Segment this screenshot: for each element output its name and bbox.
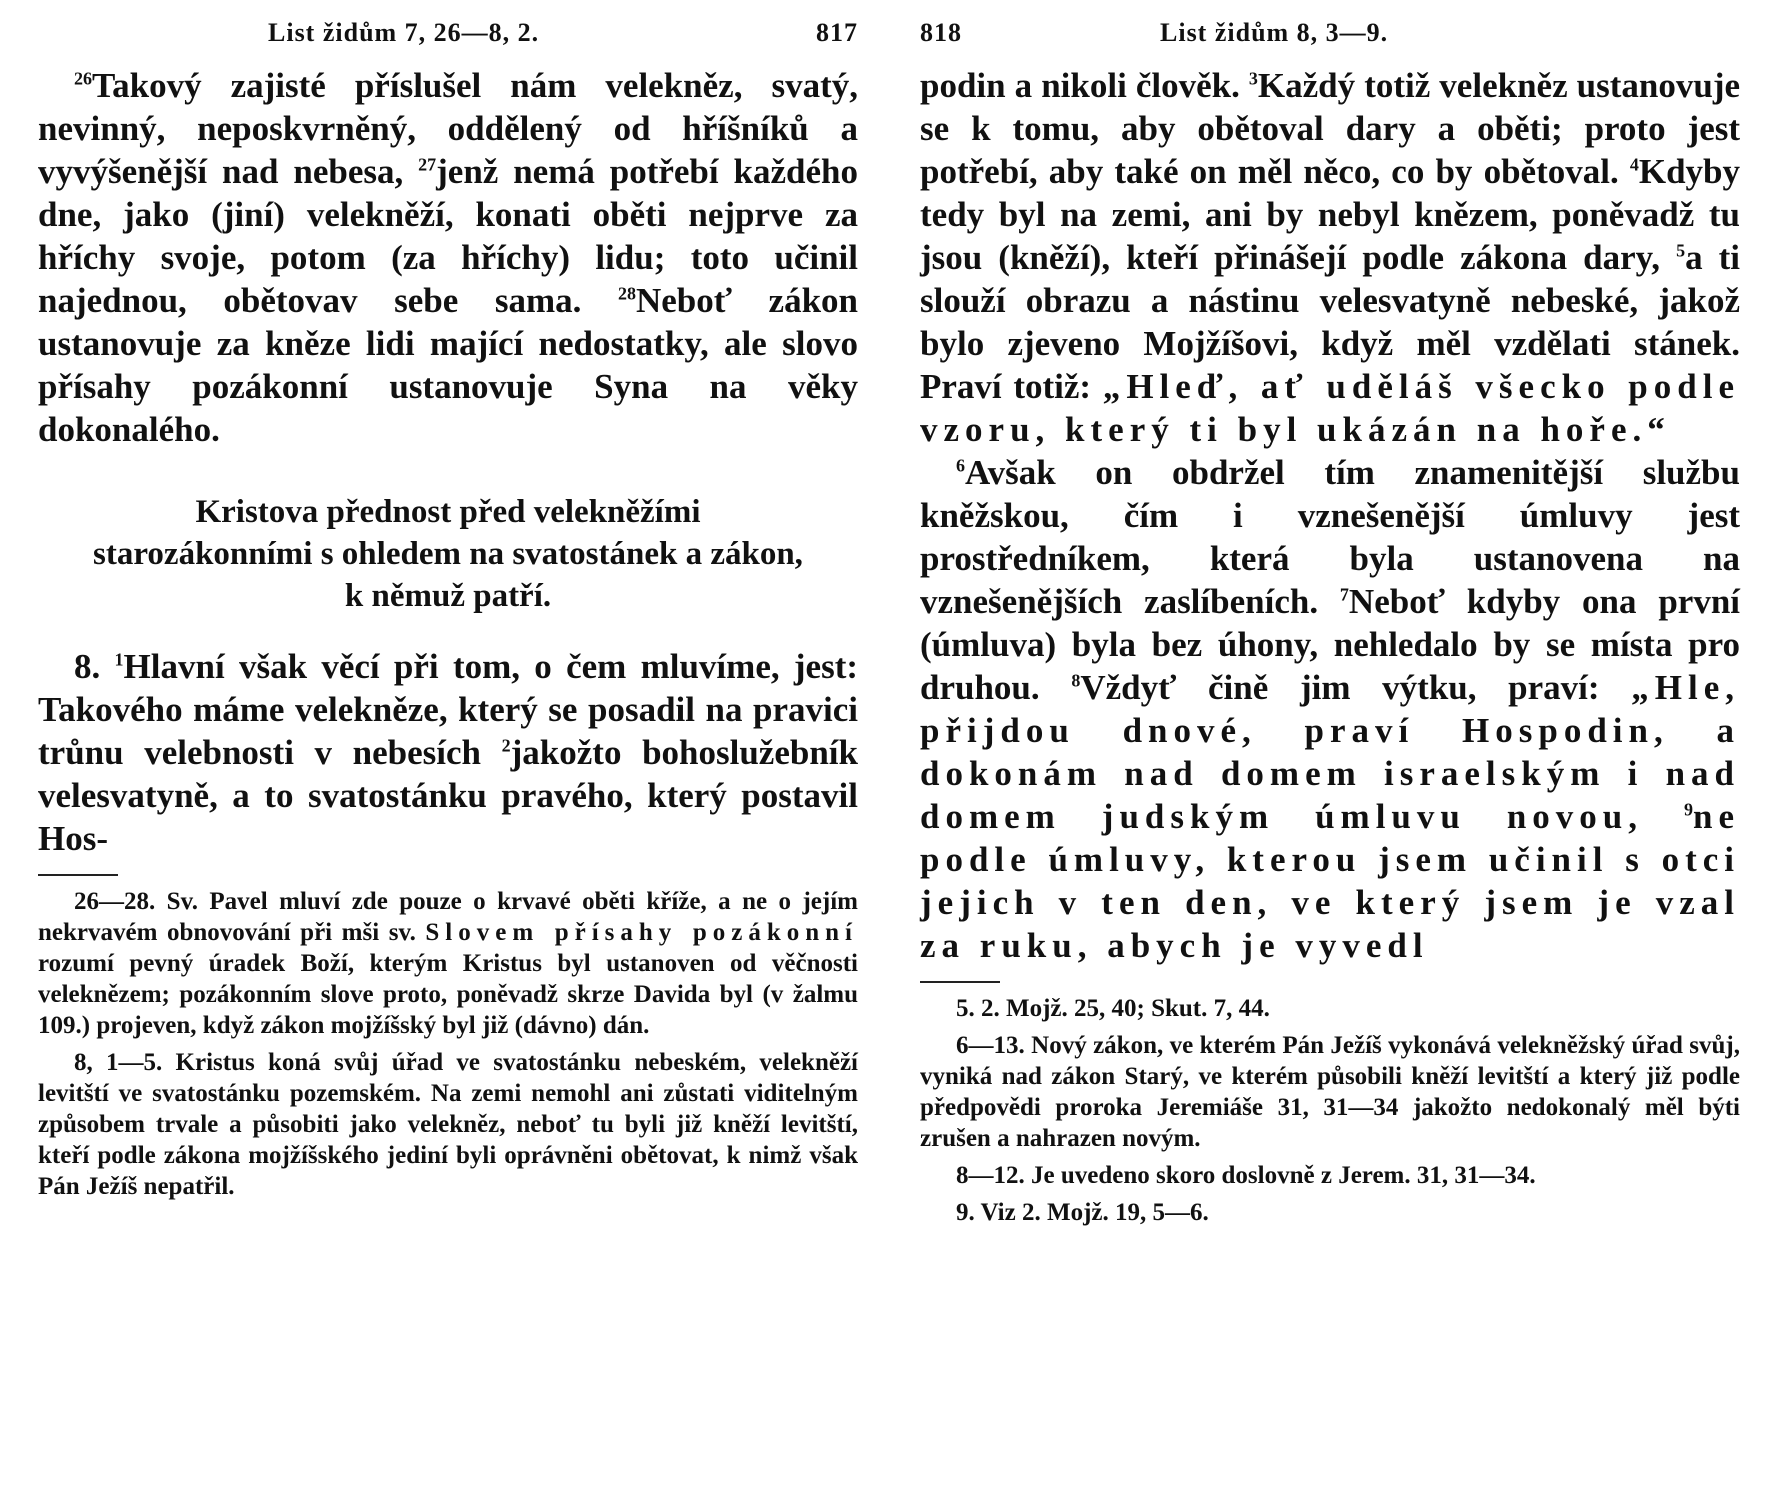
verse-text: Neboť kdyby ona první (úmluva) byla bez úhony, nehledalo by se místa pro druhou. xyxy=(920,582,1741,707)
main-text xyxy=(920,64,1740,967)
running-title: List židům 8, 3—9. xyxy=(1160,18,1389,47)
verse-text: Vždyť čině jim výtku, praví: xyxy=(1080,668,1632,707)
footnote-text: rozumí pevný úradek Boží, kterým Kristus byl ustanoven od věčnosti veleknězem; pozákonním slove proto, poněvadž skrze Davida byl (v žalmu 109.) projeven, když zákon mojžíšský byl již (dávno) dán. xyxy=(38,950,858,1039)
verse-number: 9 xyxy=(1684,799,1693,820)
footnotes xyxy=(920,993,1740,1228)
quotation: „Hleď, ať uděláš všecko podle vzoru, který ti byl ukázán na hoře.“ xyxy=(920,367,1740,449)
verse-number: 8 xyxy=(1071,670,1081,691)
footnote-divider xyxy=(920,981,1000,983)
quotation: ne podle úmluvy, kterou jsem učinil s otci jejich v ten den, ve který jsem je vzal za ruku, abych je vyvedl xyxy=(920,797,1740,965)
chapter-number: 8. xyxy=(74,647,101,686)
page-number: 817 xyxy=(816,18,858,47)
verse-text: Neboť zákon ustanovuje za kněze lidi mající nedostatky, ale slovo přísahy pozákonní ustanovuje Syna na věky dokonalého. xyxy=(38,281,859,449)
verse-text: Avšak on obdržel tím znamenitější službu kněžskou, čím i vznešenější úmluvy jest prostředníkem, která byla ustanovena na vznešenějších zaslíbeních. xyxy=(920,453,1740,621)
footnote: 5. 2. Mojž. 25, 40; Skut. 7, 44. xyxy=(956,995,1270,1022)
footnote: 9. Viz 2. Mojž. 19, 5—6. xyxy=(956,1199,1209,1226)
paragraph xyxy=(38,64,858,451)
verse-text: Každý totiž velekněz ustanovuje se k tomu, aby obětoval dary a oběti; proto jest potřebí, aby také on měl něco, co by obětoval. xyxy=(920,66,1741,191)
footnote xyxy=(38,886,858,1041)
verse-number: 27 xyxy=(418,154,437,175)
main-text xyxy=(38,645,858,860)
running-title: List židům 7, 26—8, 2. xyxy=(268,18,540,47)
footnote-divider xyxy=(38,874,118,876)
verse-text: Hlavní však věcí při tom, o čem mluvíme, jest: Takového máme velekněze, který se posadil na pravici trůnu velebnosti v nebesích xyxy=(38,647,859,772)
verse-text: Takový zajisté příslušel nám velekněz, svatý, nevinný, neposkvrněný, oddělený od hříšníků a vyvýšenější nad nebesa, xyxy=(38,66,858,191)
verse-number: 28 xyxy=(617,283,636,304)
paragraph xyxy=(920,451,1740,967)
verse-text: jakožto bohoslužebník velesvatyně, a to svatostánku pravého, který postavil Hos- xyxy=(38,733,859,858)
paragraph xyxy=(38,645,858,860)
verse-text: jenž nemá potřebí každého dne, jako (jiní) velekněží, konati oběti nejprve za hříchy svoje, potom (za hříchy) lidu; toto učinil najednou, obětovav sebe sama. xyxy=(38,152,858,320)
verse-number: 7 xyxy=(1339,584,1349,605)
footnotes xyxy=(38,886,858,1202)
verse-number: 3 xyxy=(1248,68,1258,89)
verse-number: 26 xyxy=(74,68,92,89)
verse-number: 5 xyxy=(1676,240,1686,261)
verse-number: 6 xyxy=(956,455,965,476)
verse-number: 1 xyxy=(114,649,124,670)
footnote: 8, 1—5. Kristus koná svůj úřad ve svatostánku nebeském, velekněží levitští ve svatostánku pozemském. Na zemi nemohl ani zůstati viditelným způsobem trvale a působiti jako velekněz, neboť tu byli již kněží levitští, kteří podle zákona mojžíšského jediní byli oprávněni obětovat, k nimž však Pán Ježíš nepatřil. xyxy=(38,1049,858,1200)
footnote-text: 26—28. Sv. Pavel mluví zde pouze o krvavé oběti kříže, a ne o jejím nekrvavém obnovování při mši sv. xyxy=(38,888,858,946)
quotation: „Hle, přijdou dnové, praví Hospodin, a dokonám nad domem israelským i nad domem judským úmluvu novou, xyxy=(920,668,1740,836)
footnote: 6—13. Nový zákon, ve kterém Pán Ježíš vykonává velekněžský úřad svůj, vyniká nad zákon Starý, ve kterém působili kněží levitští a který již podle předpovědi proroka Jeremiáše 31, 31—34 jakožto nedokonalý měl býti zrušen a nahrazen novým. xyxy=(920,1032,1740,1152)
right-page xyxy=(920,0,1740,1234)
paragraph xyxy=(920,64,1740,451)
page-header xyxy=(920,18,1740,64)
footnote-emphasis: Slovem přísahy pozákonní xyxy=(425,919,859,946)
verse-text: podin a nikoli člověk. xyxy=(920,66,1249,105)
verse-number: 4 xyxy=(1629,154,1639,175)
left-page xyxy=(38,0,858,1208)
page-number: 818 xyxy=(920,18,962,47)
verse-text: Kdyby tedy byl na zemi, ani by nebyl knězem, poněvadž tu jsou (kněží), kteří přinášejí podle zákona dary, xyxy=(920,152,1740,277)
section-heading: Kristova přednost před velekněžími starozákonními s ohledem na svatostánek a zákon, k němuž patří. xyxy=(93,494,803,614)
page-header xyxy=(38,18,858,64)
verse-number: 2 xyxy=(501,735,511,756)
main-text xyxy=(38,64,858,451)
footnote: 8—12. Je uvedeno skoro doslovně z Jerem. 31, 31—34. xyxy=(956,1162,1536,1189)
verse-text: a ti slouží obrazu a nástinu velesvatyně nebeské, jakož bylo zjeveno Mojžíšovi, když měl vzdělati stánek. Praví totiž: xyxy=(920,238,1741,406)
